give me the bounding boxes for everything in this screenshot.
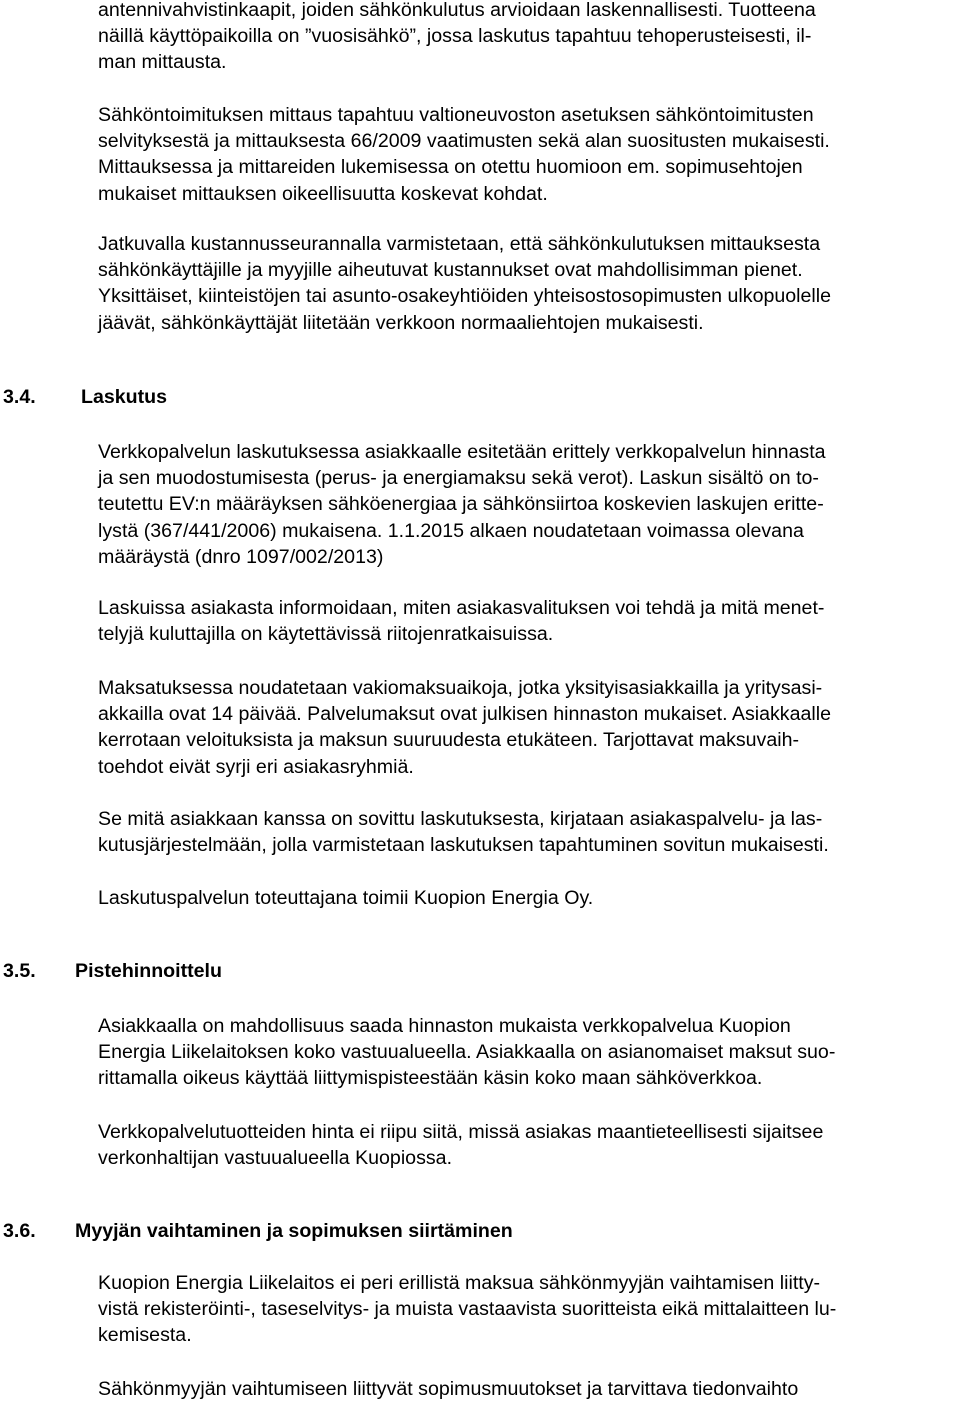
text-line: Verkkopalvelun laskutuksessa asiakkaalle esitetään erittely verkkopalvelun hinnasta [98, 441, 826, 463]
paragraph-asiakasvalitus [98, 595, 824, 647]
text-line: sähkönkäyttäjille ja myyjille aiheutuvat kustannukset ovat mahdollisimman pienet. [98, 259, 803, 282]
paragraph-laskutuspalvelu [98, 885, 593, 911]
text-line: Kuopion Energia Liikelaitos ei peri erillistä maksua sähkönmyyjän vaihtamisen liitty- [98, 1272, 821, 1294]
section-number: 3.4. [3, 386, 36, 408]
text-line: antennivahvistinkaapit, joiden sähkönkulutus arvioidaan laskennallisesti. Tuotteena [98, 0, 816, 21]
text-line: akkailla ovat 14 päivää. Palvelumaksut ovat julkisen hinnaston mukaiset. Asiakkaalle [98, 703, 831, 726]
text-line: Mittauksessa ja mittareiden lukemisessa on otettu huomioon em. sopimusehtojen [98, 156, 803, 179]
text-line: telyjä kuluttajilla on käytettävissä riitojenratkaisuissa. [98, 623, 554, 646]
section-title: Laskutus [81, 386, 168, 408]
text-line: määräystä (dnro 1097/002/2013) [98, 545, 384, 568]
paragraph-vaihtomaksu [98, 1270, 836, 1349]
text-line: Asiakkaalla on mahdollisuus saada hinnaston mukaista verkkopalvelua Kuopion [98, 1015, 791, 1037]
text-line: Verkkopalvelutuotteiden hinta ei riipu siitä, missä asiakas maantieteellisesti sijaitsee [98, 1121, 824, 1143]
paragraph-vuosisahko [98, 0, 816, 76]
text-line: näillä käyttöpaikoilla on ”vuosisähkö”, jossa laskutus tapahtuu tehoperusteisesti, il- [98, 25, 812, 48]
text-line: ja sen muodostumisesta (perus- ja energiamaksu sekä verot). Laskun sisältö on to- [98, 467, 819, 490]
text-line: rittamalla oikeus käyttää liittymispisteestään käsin koko maan sähköverkkoa. [98, 1067, 763, 1090]
text-line: Energia Liikelaitoksen koko vastuualueella. Asiakkaalla on asianomaiset maksut suo- [98, 1041, 836, 1064]
text-line: kemisesta. [98, 1324, 192, 1347]
paragraph-pistehinnoittelu [98, 1013, 835, 1092]
text-line: Maksatuksessa noudatetaan vakiomaksuaikoja, jotka yksityisasiakkailla ja yritysasi- [98, 677, 823, 699]
text-line: lystä (367/441/2006) mukaisena. 1.1.2015 alkaen noudatetaan voimassa olevana [98, 519, 804, 542]
text-line: Se mitä asiakkaan kanssa on sovittu laskutuksesta, kirjataan asiakaspalvelu- ja las- [98, 808, 823, 830]
text-line: kutusjärjestelmään, jolla varmistetaan laskutuksen tapahtuminen sovitun mukaisesti. [98, 834, 829, 857]
text-line: toehdot eivät syrji eri asiakasryhmiä. [98, 755, 414, 778]
paragraph-sopimusmuutokset [98, 1376, 798, 1402]
section-title: Pistehinnoittelu [75, 960, 222, 982]
text-line: Sähkönmyyjän vaihtumiseen liittyvät sopimusmuutokset ja tarvittava tiedonvaihto [98, 1378, 799, 1400]
text-line: Laskutuspalvelun toteuttajana toimii Kuopion Energia Oy. [98, 887, 594, 909]
paragraph-hinta [98, 1119, 823, 1171]
paragraph-kirjaus [98, 806, 829, 858]
text-line: mukaiset mittauksen oikeellisuutta koskevat kohdat. [98, 182, 548, 205]
text-line: Sähköntoimituksen mittaus tapahtuu valtioneuvoston asetuksen sähköntoimitusten [98, 104, 814, 126]
text-line: teutettu EV:n määräyksen sähköenergiaa ja sähkönsiirtoa koskevien laskujen eritte- [98, 493, 824, 516]
paragraph-mittaus [98, 102, 830, 207]
text-line: man mittausta. [98, 51, 227, 74]
text-line: jäävät, sähkönkäyttäjät liitetään verkkoon normaaliehtojen mukaisesti. [98, 311, 704, 334]
paragraph-laskutus-erittely [98, 439, 826, 570]
text-line: selvityksestä ja mittauksesta 66/2009 vaatimusten sekä alan suositusten mukaisesti. [98, 130, 830, 153]
text-line: kerrotaan veloituksista ja maksun suuruudesta etukäteen. Tarjottavat maksuvaih- [98, 729, 800, 752]
text-line: Laskuissa asiakasta informoidaan, miten asiakasvalituksen voi tehdä ja mitä menet- [98, 597, 825, 619]
section-number: 3.5. [3, 960, 36, 982]
text-line: verkonhaltijan vastuualueella Kuopiossa. [98, 1147, 453, 1170]
text-line: vistä rekisteröinti-, taseselvitys- ja muista vastaavista suoritteista eikä mittalaitteen lu- [98, 1298, 837, 1321]
section-number: 3.6. [3, 1220, 36, 1242]
paragraph-maksatus [98, 675, 831, 780]
text-line: Yksittäiset, kiinteistöjen tai asunto-osakeyhtiöiden yhteisostosopimusten ulkopuolelle [98, 285, 832, 308]
section-title: Myyjän vaihtaminen ja sopimuksen siirtäminen [75, 1220, 513, 1242]
text-line: Jatkuvalla kustannusseurannalla varmistetaan, että sähkönkulutuksen mittauksesta [98, 233, 821, 255]
paragraph-kustannusseuranta [98, 231, 831, 336]
